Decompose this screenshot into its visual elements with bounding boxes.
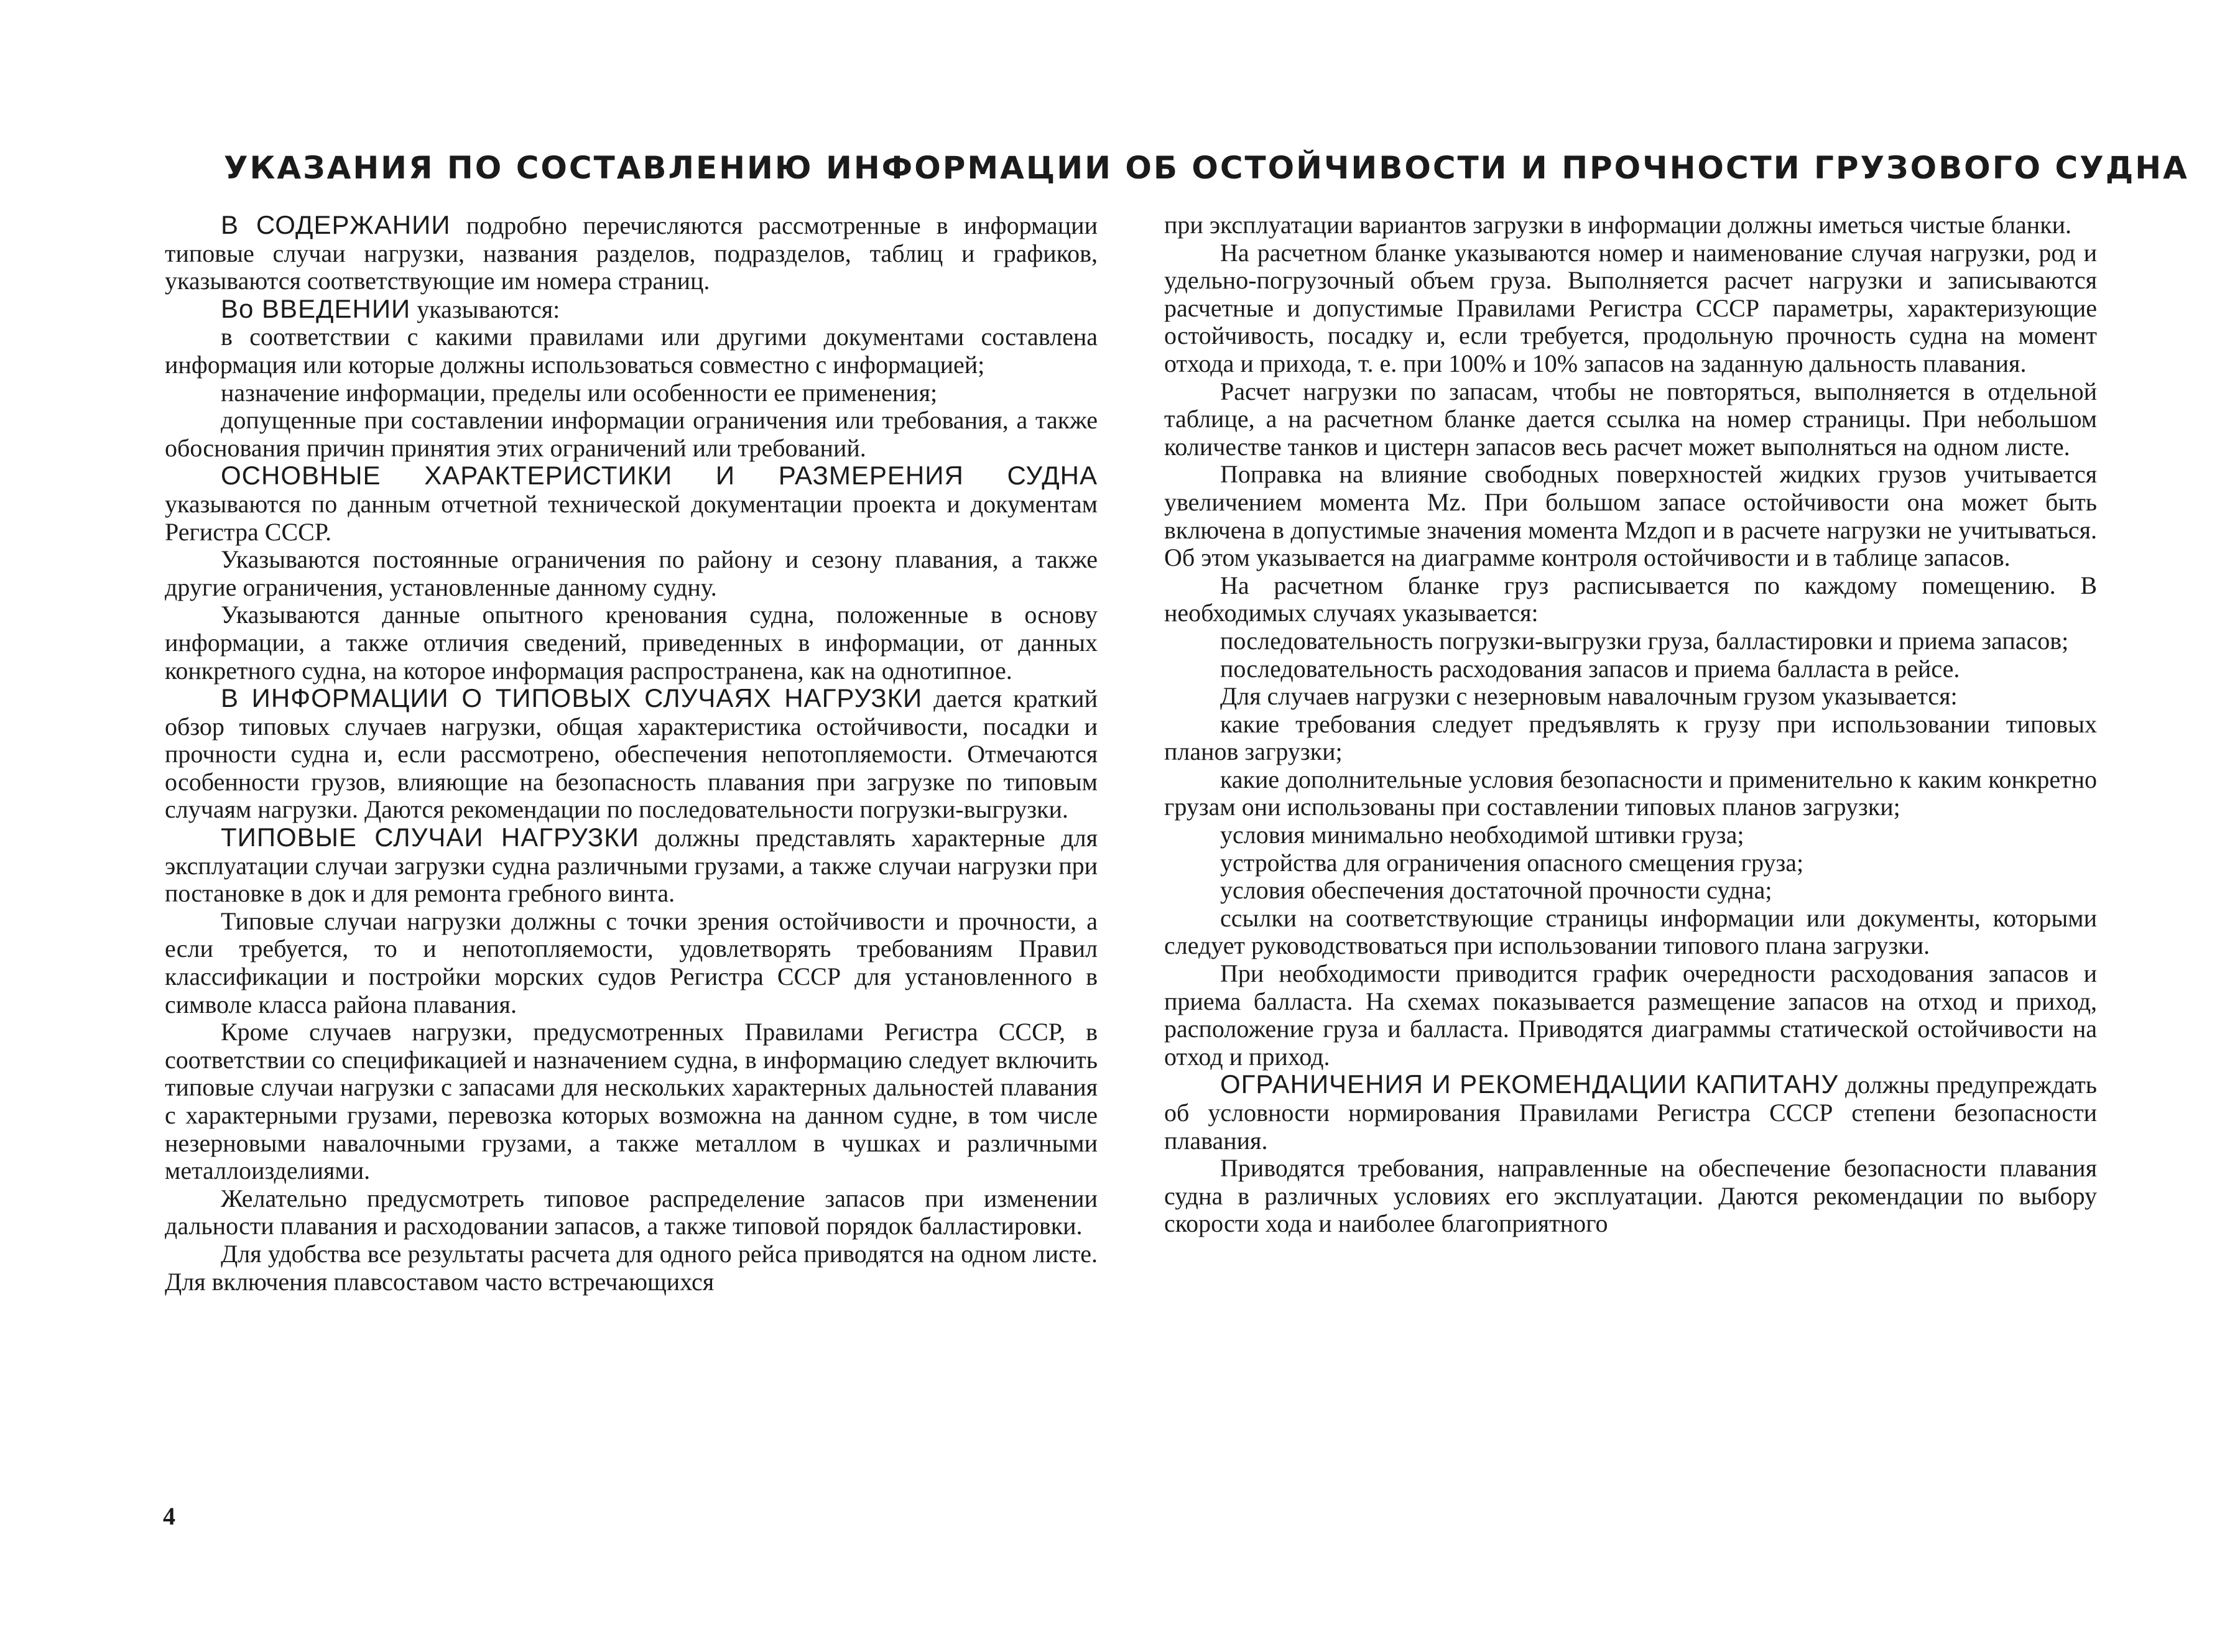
paragraph-text: подробно перечисляются рассмотренные в информации типовые случаи нагрузки, названия разделов, подразделов, таблиц и графиков, указываются соответствующие им номера страниц. [165,211,1098,295]
paragraph [1164,877,2097,905]
paragraph-text: последовательность погрузки-выгрузки груза, балластировки и приема запасов; [1220,626,2069,655]
paragraph [165,462,1098,546]
paragraph [165,295,1098,324]
paragraph-text: На расчетном бланке указываются номер и наименование случая нагрузки, род и удельно-погрузочный объем груза. Выполняется расчет нагрузки и записываются расчетные и допустимые Правилами Регистра СССР параметры, характеризующие остойчивость, посадку и, если требуется, продольную прочность судна на момент отхода и прихода, т. е. при 100% и 10% запасов на заданную дальность плавания. [1164,238,2097,377]
paragraph [1164,905,2097,960]
paragraph [165,211,1098,295]
left-column [165,211,1098,1296]
paragraph [1164,239,2097,378]
paragraph-text: Для удобства все результаты расчета для одного рейса приводятся на одном листе. Для включения плавсоставом часто встречающихся [165,1239,1098,1296]
paragraph [1164,766,2097,821]
paragraph [1164,572,2097,627]
paragraph [165,546,1098,601]
paragraph-text: последовательность расходования запасов и приема балласта в рейсе. [1220,654,1960,683]
paragraph [1164,960,2097,1071]
paragraph-text: условия обеспечения достаточной прочности судна; [1220,876,1772,905]
page-title: УКАЗАНИЯ ПО СОСТАВЛЕНИЮ ИНФОРМАЦИИ ОБ ОСТОЙЧИВОСТИ И ПРОЧНОСТИ ГРУЗОВОГО СУДНА [224,150,2189,186]
paragraph [165,601,1098,685]
paragraph [1164,683,2097,711]
paragraph-text: Типовые случаи нагрузки должны с точки зрения остойчивости и прочности, а если требуется, то и непотопляемости, удовлетворять требованиям Правил классификации и постройки морских судов Регистра СССР для установленного в символе класса района плавания. [165,907,1098,1018]
paragraph [1164,1155,2097,1238]
paragraph-text: указываются: [410,295,560,323]
section-heading: В СОДЕРЖАНИИ [221,210,451,239]
paragraph [165,1240,1098,1296]
section-heading: В ИНФОРМАЦИИ О ТИПОВЫХ СЛУЧАЯХ НАГРУЗКИ [221,683,923,713]
paragraph [1164,655,2097,683]
paragraph-text: допущенные при составлении информации ограничения или требования, а также обоснования причин принятия этих ограничений или требований. [165,406,1098,462]
paragraph [1164,849,2097,877]
paragraph-text: Для случаев нагрузки с незерновым навалочным грузом указывается: [1220,682,1958,711]
paragraph-text: в соответствии с какими правилами или другими документами составлена информация или которые должны использоваться совместно с информацией; [165,323,1098,379]
paragraph-text: условия минимально необходимой штивки груза; [1220,821,1744,849]
paragraph [165,1185,1098,1240]
section-heading: ТИПОВЫЕ СЛУЧАИ НАГРУЗКИ [221,823,639,852]
paragraph-text: Приводятся требования, направленные на обеспечение безопасности плавания судна в различных условиях его эксплуатации. Даются рекомендации по выбору скорости хода и наиболее благоприятного [1164,1154,2097,1238]
section-heading: Во ВВЕДЕНИИ [221,293,411,323]
paragraph-text: На расчетном бланке груз расписывается по каждому помещению. В необходимых случаях указывается: [1164,571,2097,627]
section-heading: ОСНОВНЫЕ ХАРАКТЕРИСТИКИ И РАЗМЕРЕНИЯ СУДНА [221,461,1098,491]
paragraph [1164,461,2097,571]
paragraph [165,685,1098,824]
paragraph-text: какие требования следует предъявлять к грузу при использовании типовых планов загрузки; [1164,709,2097,766]
paragraph-text: Указываются постоянные ограничения по району и сезону плавания, а также другие ограничения, установленные данному судну. [165,545,1098,601]
paragraph-text: Поправка на влияние свободных поверхностей жидких грузов учитывается увеличением момента Mz. При большом запасе остойчивости она может быть включена в допустимые значения момента Mzдоп и в расчете нагрузки не учитываться. Об этом указывается на диаграмме контроля остойчивости и в таблице запасов. [1164,460,2097,572]
paragraph [1164,821,2097,849]
paragraph [1164,711,2097,766]
paragraph-text: назначение информации, пределы или особенности ее применения; [221,378,938,407]
paragraph-text: Желательно предусмотреть типовое распределение запасов при изменении дальности плавания и расходовании запасов, а также типовой порядок балластировки. [165,1184,1098,1240]
paragraph-text: должны представлять характерные для эксплуатации случаи загрузки судна различными грузами, а также случаи нагрузки при постановке в док и для ремонта гребного винта. [165,824,1098,908]
paragraph [165,824,1098,908]
paragraph [165,407,1098,462]
paragraph [165,323,1098,379]
section-heading: ОГРАНИЧЕНИЯ И РЕКОМЕНДАЦИИ КАПИТАНУ [1220,1069,1839,1099]
paragraph-text: Указываются данные опытного кренования судна, положенные в основу информации, а также отличия сведений, приведенных в информации, от данных конкретного судна, на которое информация распространена, как на однотипное. [165,601,1098,685]
paragraph-text: устройства для ограничения опасного смещения груза; [1220,848,1804,877]
paragraph-text: указываются по данным отчетной технической документации проекта и документам Регистра СССР. [165,489,1098,546]
paragraph-text: дается краткий обзор типовых случаев нагрузки, общая характеристика остойчивости, посадки и прочности судна и, если рассмотрено, обеспечения непотопляемости. Отмечаются особенности грузов, влияющие на безопасность плавания при загрузке по типовым случаям нагрузки. Даются рекомендации по последовательности погрузки-выгрузки. [165,685,1098,824]
paragraph [165,908,1098,1018]
paragraph [1164,627,2097,655]
paragraph [1164,1071,2097,1155]
paragraph-text: при эксплуатации вариантов загрузки в информации должны иметься чистые бланки. [1164,211,2072,239]
right-column [1164,211,2097,1238]
paragraph-text: Кроме случаев нагрузки, предусмотренных Правилами Регистра СССР, в соответствии со спецификацией и назначением судна, в информацию следует включить типовые случаи нагрузки с запасами для нескольких характерных дальностей плавания с характерными грузами, перевозка которых возможна на данном судне, в том числе незерновыми навалочными грузами, а также металлом в чушках и различными металлоизделиями. [165,1018,1098,1185]
paragraph-text: должны предупреждать об условности нормирования Правилами Регистра СССР степени безопасности плавания. [1164,1071,2098,1155]
paragraph-text: ссылки на соответствующие страницы информации или документы, которыми следует руководствоваться при использовании типового плана загрузки. [1164,903,2097,960]
paragraph [1164,211,2097,239]
page-number: 4 [163,1502,175,1530]
paragraph [1164,378,2097,461]
paragraph-text: При необходимости приводится график очередности расходования запасов и приема балласта. На схемах показывается размещение запасов на отход и приход, расположение груза и балласта. Приводятся диаграммы статической остойчивости на отход и приход. [1164,959,2097,1071]
paragraph [165,379,1098,407]
paragraph-text: какие дополнительные условия безопасности и применительно к каким конкретно грузам они использованы при составлении типовых планов загрузки; [1164,765,2097,821]
paragraph [165,1018,1098,1185]
paragraph-text: Расчет нагрузки по запасам, чтобы не повторяться, выполняется в отдельной таблице, а на расчетном бланке дается ссылка на номер страницы. При небольшом количестве танков и цистерн запасов весь расчет может выполняться на одном листе. [1164,377,2097,461]
